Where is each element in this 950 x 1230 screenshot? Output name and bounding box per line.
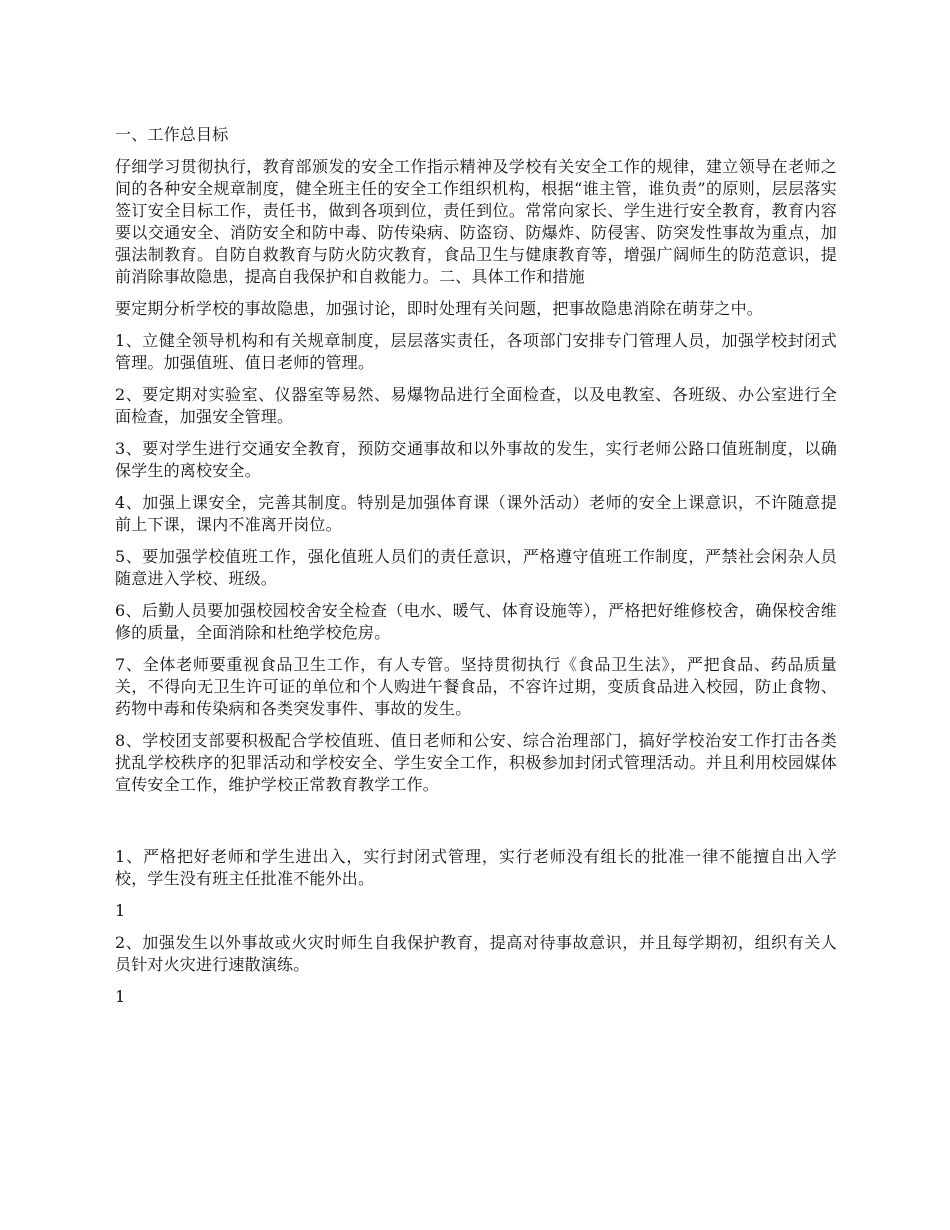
list-item: 3、要对学生进行交通安全教育，预防交通事故和以外事故的发生，实行老师公路口值班制度，以确保学生的离校安全。: [115, 439, 837, 480]
list-item: 2、要定期对实验室、仪器室等易然、易爆物品进行全面检查，以及电教室、各班级、办公室进行全面检查，加强安全管理。: [115, 385, 837, 426]
page-number: 1: [115, 987, 126, 1006]
section-heading: 一、工作总目标: [115, 125, 229, 144]
intro-paragraph: 仔细学习贯彻执行，教育部颁发的安全工作指示精神及学校有关安全工作的规律，建立领导在老师之间的各种安全规章制度，健全班主任的安全工作组织机构，根据“谁主管，谁负责”的原则，层层落实签订安全目标工作，责任书，做到各项到位，责任到位。常常向家长、学生进行安全教育，教育内容要以交通安全、消防安全和防中毒、防传染病、防盗窃、防爆炸、防侵害、防突发性事故为重点，加强法制教育。自防自救教育与防火防灾教育，食品卫生与健康教育等，增强广阔师生的防范意识，提前消除事故隐患，提高自我保护和自救能力。二、具体工作和措施: [115, 157, 837, 286]
section-gap: [115, 806, 837, 846]
list-item: 1、严格把好老师和学生进出入，实行封闭式管理，实行老师没有组长的批准一律不能擅自出入学校，学生没有班主任批准不能外出。: [115, 847, 837, 888]
page-number: 1: [115, 901, 126, 920]
document-page: [115, 124, 837, 1018]
list-item: 7、全体老师要重视食品卫生工作，有人专管。坚持贯彻执行《食品卫生法》，严把食品、药品质量关，不得向无卫生许可证的单位和个人购进午餐食品，不容许过期，变质食品进入校园，防止食物、药物中毒和传染病和各类突发事件、事故的发生。: [115, 655, 837, 718]
list-item: 1、立健全领导机构和有关规章制度，层层落实责任，各项部门安排专门管理人员，加强学校封闭式管理。加强值班、值日老师的管理。: [115, 331, 837, 372]
list-item: 5、要加强学校值班工作，强化值班人员们的责任意识，严格遵守值班工作制度，严禁社会闲杂人员随意进入学校、班级。: [115, 547, 837, 588]
lead-paragraph: 要定期分析学校的事故隐患，加强讨论，即时处理有关问题，把事故隐患消除在萌芽之中。: [115, 299, 764, 318]
list-item: 6、后勤人员要加强校园校舍安全检查（电水、暖气、体育设施等），严格把好维修校舍，确保校舍维修的质量，全面消除和杜绝学校危房。: [115, 601, 837, 642]
list-item: 8、学校团支部要积极配合学校值班、值日老师和公安、综合治理部门，搞好学校治安工作打击各类扰乱学校秩序的犯罪活动和学校安全、学生安全工作，积极参加封闭式管理活动。并且利用校园媒体宣传安全工作，维护学校正常教育教学工作。: [115, 731, 837, 794]
list-item: 2、加强发生以外事故或火灾时师生自我保护教育，提高对待事故意识，并且每学期初，组织有关人员针对火灾进行速散演练。: [115, 933, 837, 974]
list-item: 4、加强上课安全，完善其制度。特别是加强体育课（课外活动）老师的安全上课意识，不许随意提前上下课，课内不准离开岗位。: [115, 493, 837, 534]
